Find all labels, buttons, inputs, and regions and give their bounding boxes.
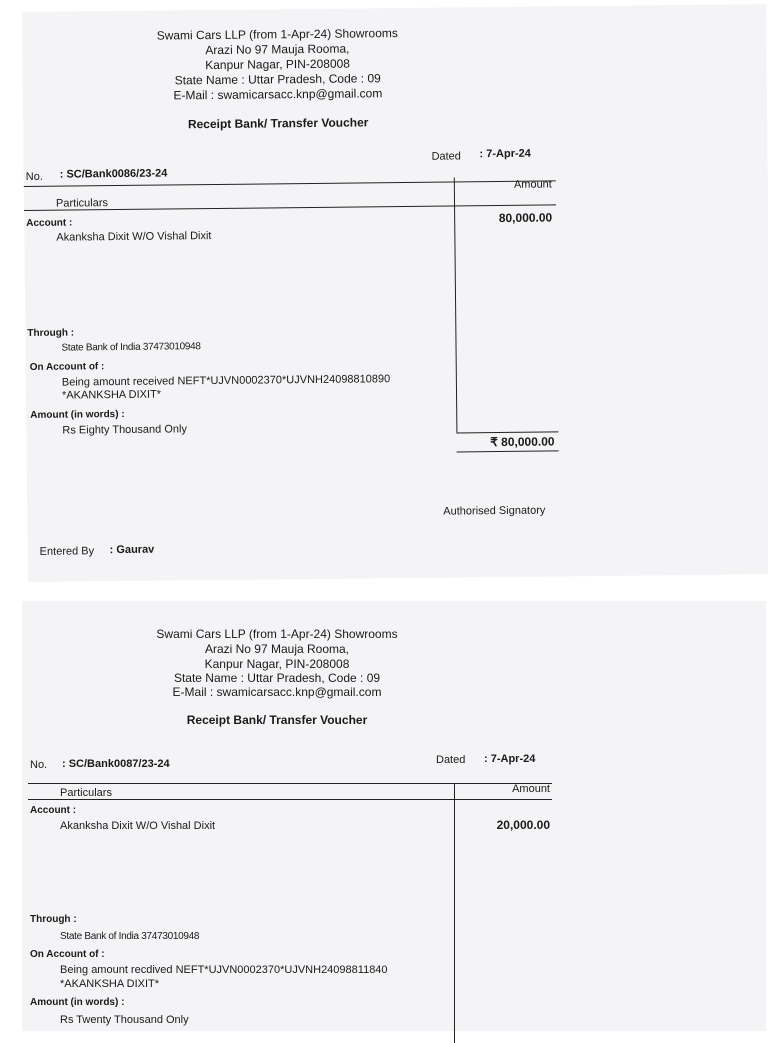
- voucher-no-value: : SC/Bank0086/23-24: [59, 167, 168, 181]
- company-name: Swami Cars LLP (from 1-Apr-24) Showrooms: [156, 627, 398, 641]
- total-amount: ₹ 80,000.00: [490, 434, 555, 450]
- voucher-no-label: No.: [25, 170, 43, 183]
- col-particulars-header: Particulars: [60, 787, 112, 799]
- on-account-line-2: *AKANKSHA DIXIT*: [61, 388, 162, 402]
- on-account-label: On Account of :: [30, 949, 105, 960]
- account-label: Account :: [30, 805, 77, 816]
- address-line-1: Arazi No 97 Mauja Rooma,: [204, 642, 350, 656]
- address-line-1: Arazi No 97 Mauja Rooma,: [205, 41, 350, 58]
- voucher-title: Receipt Bank/ Transfer Voucher: [187, 115, 369, 132]
- voucher-sheet-2: [22, 601, 766, 1031]
- col-particulars-header: Particulars: [55, 197, 109, 210]
- total-top-rule: [456, 431, 558, 433]
- table-header-rule: [28, 799, 552, 800]
- account-name: Akanksha Dixit W/O Vishal Dixit: [56, 230, 212, 244]
- dated-value: : 7-Apr-24: [479, 147, 531, 161]
- dated-value: : 7-Apr-24: [484, 753, 536, 765]
- account-label: Account :: [26, 217, 73, 229]
- voucher-no-label: No.: [30, 759, 48, 771]
- amount-in-words-value: Rs Twenty Thousand Only: [60, 1014, 189, 1026]
- dated-label: Dated: [431, 150, 461, 163]
- voucher-no-value: : SC/Bank0087/23-24: [62, 758, 170, 770]
- account-amount: 20,000.00: [496, 818, 550, 832]
- email-line: E-Mail : swamicarsacc.knp@gmail.com: [172, 685, 382, 699]
- company-name: Swami Cars LLP (from 1-Apr-24) Showrooms: [156, 26, 398, 43]
- on-account-line-1: Being amount recdived NEFT*UJVN0002370*UJVNH24098811840: [60, 964, 388, 976]
- state-line: State Name : Uttar Pradesh, Code : 09: [173, 671, 381, 685]
- account-amount: 80,000.00: [498, 210, 553, 226]
- address-line-2: Kanpur Nagar, PIN-208008: [204, 657, 350, 671]
- on-account-line-2: *AKANKSHA DIXIT*: [60, 978, 160, 990]
- through-value: State Bank of India 37473010948: [60, 931, 200, 942]
- authorised-signatory: Authorised Signatory: [443, 504, 546, 518]
- state-line: State Name : Uttar Pradesh, Code : 09: [174, 71, 381, 88]
- col-amount-header: Amount: [512, 783, 550, 795]
- entered-by-label: Entered By: [39, 545, 95, 558]
- address-line-2: Kanpur Nagar, PIN-208008: [205, 56, 351, 73]
- entered-by-value: : Gaurav: [109, 543, 155, 557]
- amount-in-words-label: Amount (in words) :: [30, 997, 125, 1008]
- amount-in-words-label: Amount (in words) :: [30, 408, 125, 421]
- amount-in-words-value: Rs Eighty Thousand Only: [62, 423, 187, 437]
- through-value: State Bank of India 37473010948: [61, 341, 201, 354]
- voucher-title: Receipt Bank/ Transfer Voucher: [186, 713, 368, 727]
- on-account-label: On Account of :: [29, 361, 105, 373]
- col-amount-header: Amount: [513, 178, 552, 191]
- account-name: Akanksha Dixit W/O Vishal Dixit: [60, 820, 216, 832]
- on-account-line-1: Being amount received NEFT*UJVN0002370*UJVNH24098810890: [61, 373, 391, 389]
- through-label: Through :: [27, 327, 75, 339]
- voucher-sheet-1: [22, 4, 768, 582]
- total-bottom-rule: [457, 450, 559, 452]
- dated-label: Dated: [436, 754, 466, 766]
- email-line: E-Mail : swamicarsacc.knp@gmail.com: [173, 86, 383, 103]
- through-label: Through :: [30, 914, 77, 925]
